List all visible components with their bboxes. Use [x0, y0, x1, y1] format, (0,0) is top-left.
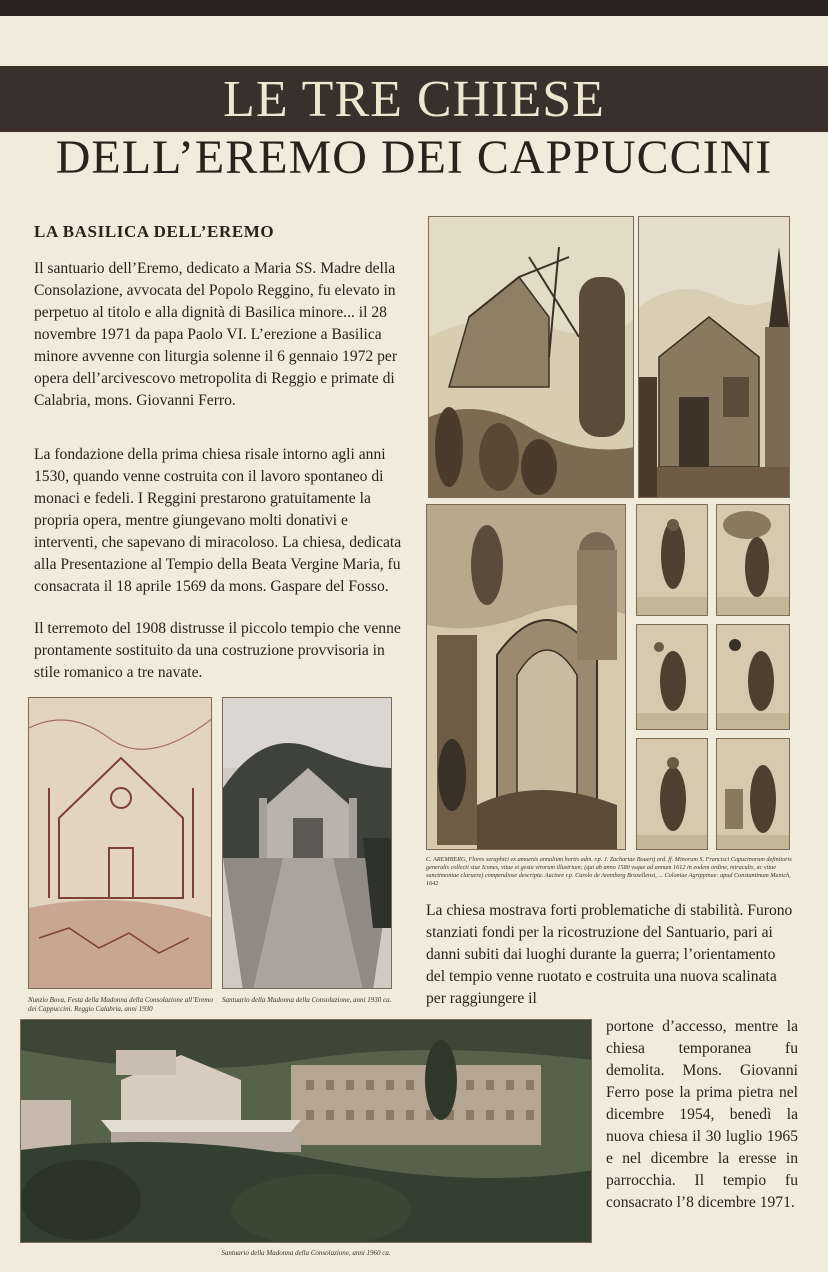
section-heading: LA BASILICA DELL’EREMO: [34, 222, 275, 241]
paragraph-basilica: Il santuario dell’Eremo, dedicato a Maria SS. Madre della Consolazione, avvocata del Popolo Reggino, fu elevato in perpetuo al titolo e alla dignità di Basilica minore... il 28 novembre 1971 da papa Paolo VI. L’erezione a Basilica minore avvenne con liturgia solenne il 6 gennaio 1972 per opera dell’arcivescovo metropolita di Reggio e primate di Calabria, mons. Giovanni Ferro.: [34, 260, 398, 409]
engraving-friar-2: [716, 504, 790, 616]
photo-santuario-1960: [20, 1019, 592, 1243]
photo-1960-caption: Santuario della Madonna della Consolazione, anni 1960 ca.: [221, 1249, 391, 1257]
engraving-monastery: [638, 216, 790, 498]
engraving-friar-1: [636, 504, 708, 616]
drawing-festa-eremo: [28, 697, 212, 989]
engraving-builders: [428, 216, 634, 498]
title-line-1: LE TRE CHIESE: [223, 71, 605, 128]
photo-1930-caption: Santuario della Madonna della Consolazione, anni 1930 ca.: [222, 996, 392, 1004]
engraving-friar-3: [636, 624, 708, 730]
paragraph-earthquake: Il terremoto del 1908 distrusse il piccolo tempio che venne prontamente sostituito da una costruzione provvisoria in stile romanico a tre navate.: [34, 620, 401, 681]
engraving-procession: [426, 504, 626, 850]
engraving-friar-5: [636, 738, 708, 850]
bova-caption: Nunzio Bova, Festa della Madonna della Consolazione all’Eremo dei Cappuccini. Reggio Calabria, anni 1930: [28, 996, 213, 1013]
top-frame-bar: [0, 0, 828, 16]
engraving-friar-6: [716, 738, 790, 850]
engraving-friar-4: [716, 624, 790, 730]
photo-santuario-1930: [222, 697, 392, 989]
paragraph-reconstruction: La chiesa mostrava forti problematiche di stabilità. Furono stanziati fondi per la ricostruzione del Santuario, pari ai danni subiti dai luoghi durante la guerra; l’orientamento del tempio venne ruotato e costruita una nuova scalinata per raggiungere il: [426, 902, 793, 1007]
paragraph-foundation: La fondazione della prima chiesa risale intorno agli anni 1530, quando venne costruita con il lavoro spontaneo di monaci e fedeli. I Reggini prestarono gratuitamente la propria opera, mentre giungevano molti donativi e interventi, che sapevano di miracoloso. La chiesa, dedicata alla Presentazione al Tempio della Beata Vergine Maria, fu consacrata il 18 aprile 1569 da mons. Gaspare del Fosso.: [34, 446, 402, 595]
paragraph-new-church: portone d’accesso, mentre la chiesa temporanea fu demolita. Mons. Giovanni Ferro pose la prima pietra nel dicembre 1954, benedì la nuova chiesa il 30 luglio 1965 e nel dicembre la eresse in parrocchia. Il tempio fu consacrato l’8 dicembre 1971.: [606, 1018, 798, 1211]
engravings-caption: C. AREMBERG, Flores seraphici ex amoenis annalium hortis adm. r.p. J. Zachariae Bouerij ord. ff. Minorum S. Francisci Capucinorum definitoris generalis collecti siue Icones, vitae et gesta virorum illustrium; (qui ab anno 1580 vsque ad annum 1612 in eodem ordine, miraculis, ac vitae sanctimoniae claruere) compendiose descripta. Auctore r.p. Carolo de Aremberg Bruxellensi, ... Coloniae Agrippinae: apud Constantinum Munich, 1642: [426, 856, 792, 887]
title-line-2: DELL’EREMO DEI CAPPUCCINI: [55, 131, 773, 184]
